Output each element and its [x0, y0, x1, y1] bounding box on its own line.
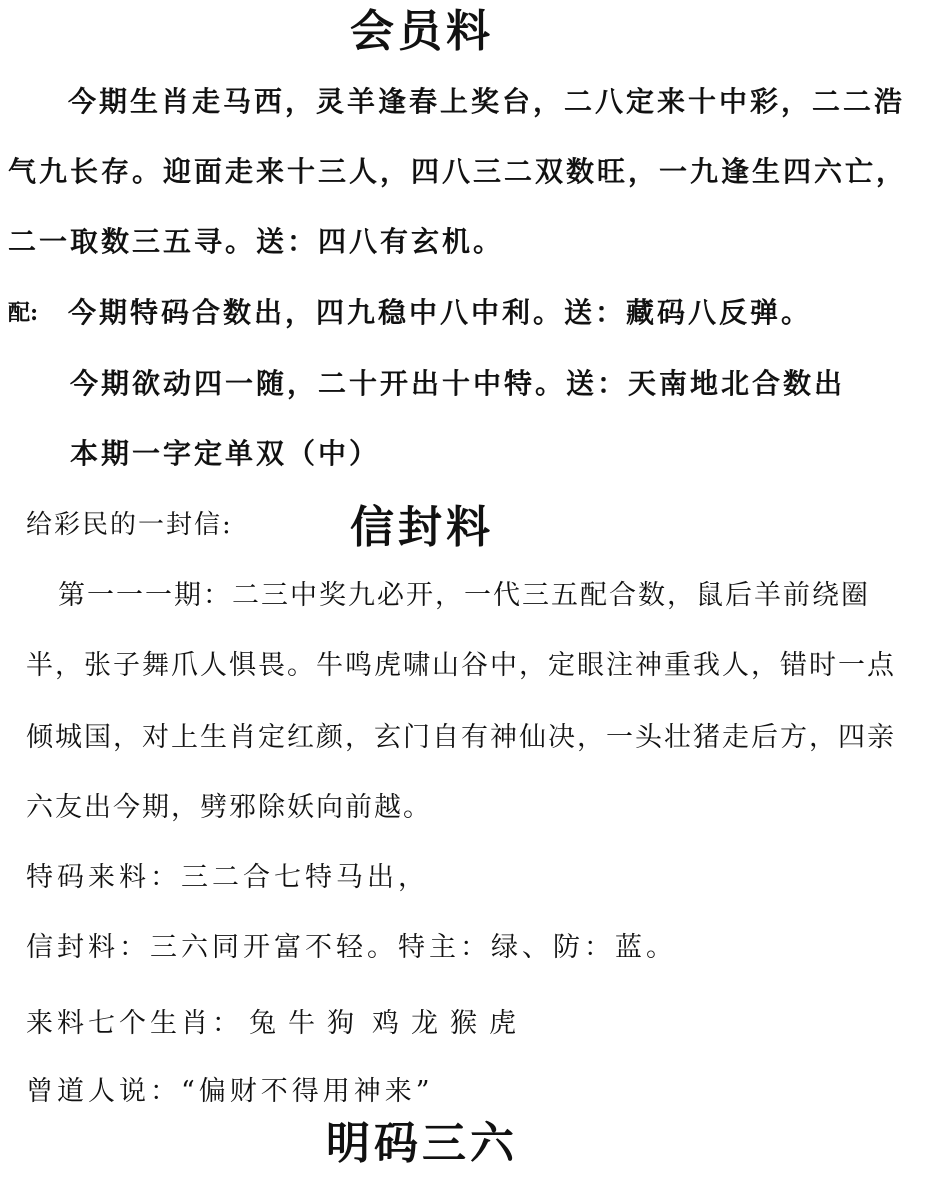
envelope-title: 信封料: [350, 502, 494, 553]
shengxiao-item: 虎: [489, 1008, 520, 1039]
member-title: 会员料: [350, 6, 494, 57]
member-line-1: 今期生肖走马西，灵羊逢春上奖台，二八定来十中彩，二二浩: [68, 85, 906, 118]
envelope-line-2: 半，张子舞爪人惧畏。牛鸣虎啸山谷中，定眼注神重我人，错时一点: [26, 650, 896, 681]
envelope-line-4: 六友出今期，劈邪除妖向前越。: [26, 792, 432, 823]
member-line-5: 今期欲动四一随，二十开出十中特。送：天南地北合数出: [70, 367, 846, 400]
shengxiao-item: 猴: [450, 1008, 481, 1039]
member-line-3: 二一取数三五寻。送：四八有玄机。: [8, 225, 505, 258]
member-line-6: 本期一字定单双（中）: [70, 437, 381, 470]
pei-line: 今期特码合数出，四九稳中八中利。送：藏码八反弹。: [68, 296, 813, 329]
shengxiao-item: 龙: [411, 1008, 442, 1039]
shengxiao-item: 狗: [327, 1008, 358, 1039]
envelope-line-3: 倾城国，对上生肖定红颜，玄门自有神仙决，一头壮猪走后方，四亲: [26, 722, 896, 753]
tema-line: 特码来料：三二合七特马出，: [26, 862, 429, 893]
xinfeng-line: 信封料：三六同开富不轻。特主：绿、防：蓝。: [26, 932, 677, 963]
shengxiao-item: 兔: [249, 1008, 280, 1039]
shengxiao-item: 鸡: [372, 1008, 403, 1039]
pei-label: 配:: [8, 300, 39, 326]
envelope-line-1: 第一一一期：二三中奖九必开，一代三五配合数，鼠后羊前绕圈: [58, 580, 870, 611]
letter-label: 给彩民的一封信:: [26, 510, 233, 540]
zeng-line: 曾道人说：“偏财不得用神来”: [26, 1076, 434, 1107]
shengxiao-row: [26, 1010, 520, 1037]
shengxiao-item: 牛: [288, 1008, 319, 1039]
shengxiao-label: 来料七个生肖：: [26, 1008, 243, 1039]
ming-title: 明码三六: [326, 1118, 518, 1169]
member-line-2: 气九长存。迎面走来十三人，四八三二双数旺，一九逢生四六亡，: [8, 155, 908, 188]
